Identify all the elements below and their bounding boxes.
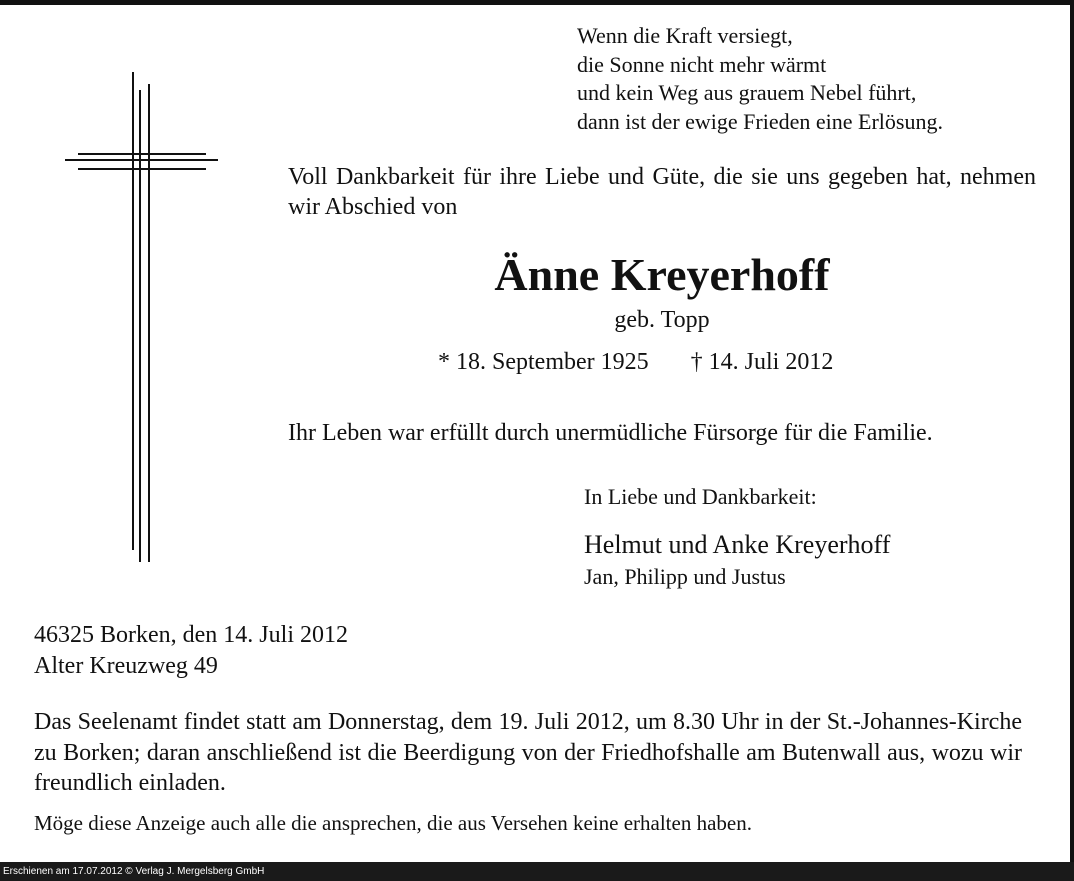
- death-date: † 14. Juli 2012: [690, 349, 834, 375]
- place-and-address: [34, 620, 348, 682]
- mourners-main: Helmut und Anke Kreyerhoff: [584, 530, 891, 559]
- tribute-text: Ihr Leben war erfüllt durch unermüdliche Fürsorge für die Familie.: [288, 420, 933, 446]
- closing-note: Möge diese Anzeige auch alle die ansprechen, die aus Versehen keine erhalten haben.: [34, 811, 752, 835]
- address: Alter Kreuzweg 49: [34, 653, 218, 679]
- top-border: [0, 0, 1074, 5]
- deceased-name: Änne Kreyerhoff: [494, 249, 830, 300]
- poem-line: die Sonne nicht mehr wärmt: [577, 51, 827, 77]
- poem-line: dann ist der ewige Frieden eine Erlösung.: [577, 108, 943, 134]
- service-info: Das Seelenamt findet statt am Donnerstag, dem 19. Juli 2012, um 8.30 Uhr in der St.-Johannes-Kirche zu Borken; daran anschließend ist die Beerdigung von der Friedhofshalle am Butenwall aus, wozu wir freundlich einladen.: [34, 709, 1022, 796]
- closing-line: In Liebe und Dankbarkeit:: [584, 484, 817, 509]
- intro-text: Voll Dankbarkeit für ihre Liebe und Güte, die sie uns gegeben hat, nehmen wir Abschied von: [288, 164, 1036, 220]
- birth-name: geb. Topp: [614, 307, 710, 333]
- poem: [577, 22, 943, 136]
- poem-line: Wenn die Kraft versiegt,: [577, 23, 793, 48]
- city-date: 46325 Borken, den 14. Juli 2012: [34, 622, 348, 648]
- birth-date: * 18. September 1925: [438, 349, 649, 375]
- life-dates: [438, 346, 833, 378]
- cross-icon: [60, 70, 225, 570]
- right-border: [1070, 0, 1074, 862]
- publication-footer: Erschienen am 17.07.2012 © Verlag J. Mergelsberg GmbH: [0, 862, 1074, 881]
- poem-line: und kein Weg aus grauem Nebel führt,: [577, 80, 917, 105]
- mourners-sub: Jan, Philipp und Justus: [584, 564, 786, 589]
